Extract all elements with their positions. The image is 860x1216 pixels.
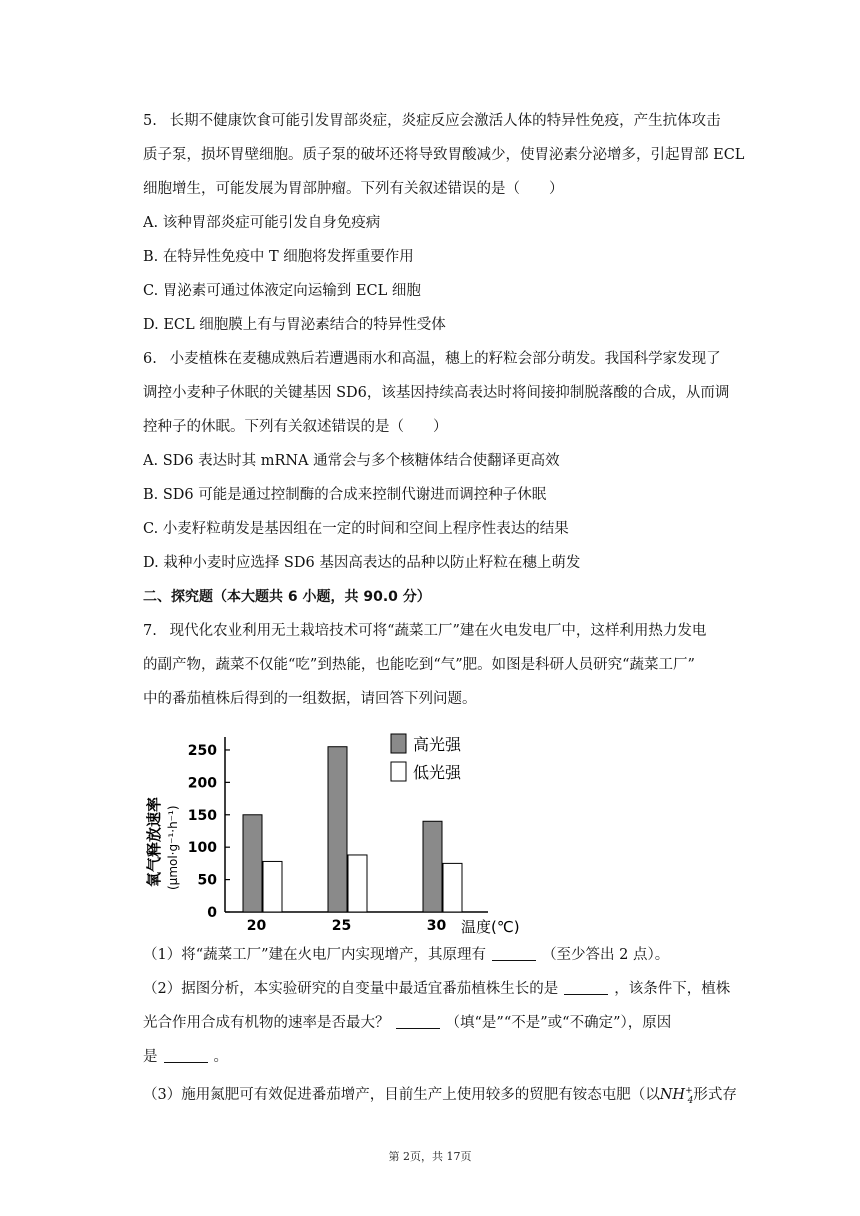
q7-line-1	[143, 621, 753, 641]
bar-低光强-30	[443, 863, 462, 912]
y-tick-label: 150	[187, 807, 217, 824]
q7-sub2-line-3	[143, 1047, 753, 1067]
legend-label-1: 低光强	[413, 763, 462, 782]
q7-sub3-text: （3）施用氮肥可有效促进番茄增产，目前生产上使用较多的贸肥有铵态屯肥（以	[143, 1086, 660, 1103]
answer-blank-1[interactable]	[492, 946, 536, 961]
q7-line-3: 中的番茄植株后得到的一组数据，请回答下列问题。	[143, 691, 477, 707]
q7-text-1: 现代化农业利用无土栽培技术可将“蔬菜工厂”建在火电发电厂中，这样利用热力发电	[169, 623, 707, 639]
y-tick-label: 50	[197, 872, 217, 889]
answer-blank-3[interactable]	[396, 1014, 440, 1029]
y-tick-label: 0	[207, 905, 217, 921]
q6-option-a: A. SD6 表达时其 mRNA 通常会与多个核糖体结合使翻译更高效	[143, 453, 560, 469]
q7-sub2-line-2	[143, 1013, 753, 1033]
q6-option-d: D. 栽种小麦时应选择 SD6 基因高表达的品种以防止籽粒在穗上萌发	[143, 555, 581, 571]
q6-line-1	[143, 349, 753, 369]
q7-number: 7.	[143, 623, 157, 639]
x-tick-label: 25	[331, 918, 352, 934]
q7-sub2-end: 。	[213, 1049, 228, 1065]
q6-option-c: C. 小麦籽粒萌发是基因组在一定的时间和空间上程序性表达的结果	[143, 521, 569, 537]
q7-sub3	[143, 1081, 753, 1111]
q5-option-c: C. 胃泌素可通过体液定向运输到 ECL 细胞	[143, 283, 421, 299]
x-tick-label: 20	[246, 918, 267, 934]
bar-高光强-25	[328, 747, 347, 912]
q5-option-d: D. ECL 细胞膜上有与胃泌素结合的特异性受体	[143, 317, 446, 333]
y-axis-unit: (μmol·g⁻¹·h⁻¹)	[166, 805, 180, 890]
chart-legend	[391, 734, 462, 782]
q7-sub2-text: （2）据图分析，本实验研究的自变量中最适宜番茄植株生长的是	[143, 981, 559, 997]
q7-sub2-line-1	[143, 979, 753, 999]
q7-sub3-tail: 形式存	[693, 1086, 737, 1103]
ammonium-formula	[659, 1086, 694, 1106]
legend-swatch-0	[391, 734, 406, 753]
q7-sub1-text: （1）将“蔬菜工厂”建在火电厂内实现增产，其原理有	[143, 947, 487, 963]
page-footer: 第 2页，共 17页	[388, 1150, 472, 1163]
oxygen-release-bar-chart	[143, 722, 543, 937]
q5-text-1: 长期不健康饮食可能引发胃部炎症，炎症反应会激活人体的特异性免疫，产生抗体攻击	[169, 113, 721, 129]
q5-line-1	[143, 111, 753, 131]
q7-sub2-hint: （填“是”“不是”或“不确定”），原因	[445, 1015, 672, 1031]
legend-label-0: 高光强	[413, 735, 462, 754]
q7-sub2-reason: 是	[143, 1049, 158, 1065]
bar-高光强-20	[243, 815, 262, 912]
bar-低光强-25	[348, 855, 367, 912]
nh4-subscript: 4	[687, 1095, 694, 1106]
answer-blank-2[interactable]	[564, 980, 608, 995]
q7-sub1	[143, 945, 753, 965]
q5-option-a: A. 该种胃部炎症可能引发自身免疫病	[143, 215, 381, 231]
nh4-base: NH	[659, 1086, 686, 1103]
q7-sub2-question: 光合作用合成有机物的速率是否最大？	[143, 1015, 390, 1031]
y-axis-title: 氧气释放速率	[145, 796, 163, 887]
q6-line-2: 调控小麦种子休眠的关键基因 SD6，该基因持续高表达时将间接抑制脱落酸的合成，从而调	[143, 385, 730, 401]
answer-blank-4[interactable]	[164, 1048, 208, 1063]
q6-option-b: B. SD6 可能是通过控制酶的合成来控制代谢进而调控种子休眠	[143, 487, 547, 503]
x-tick-label: 30	[426, 918, 447, 934]
bar-高光强-30	[423, 821, 442, 912]
nh4-charge: +	[685, 1086, 693, 1096]
q7-sub1-tail: （至少答出 2 点）。	[542, 947, 670, 963]
q7-line-2: 的副产物，蔬菜不仅能“吃”到热能，也能吃到“气”肥。如图是科研人员研究“蔬菜工厂”	[143, 657, 695, 673]
q5-number: 5.	[143, 113, 157, 129]
q6-line-3: 控种子的休眠。下列有关叙述错误的是（ ）	[143, 419, 448, 435]
x-axis-title: 温度(℃)	[461, 918, 520, 936]
q5-option-b: B. 在特异性免疫中 T 细胞将发挥重要作用	[143, 249, 414, 265]
bar-低光强-20	[263, 861, 282, 912]
q5-line-3: 细胞增生，可能发展为胃部肿瘤。下列有关叙述错误的是（ ）	[143, 181, 564, 197]
legend-swatch-1	[391, 762, 406, 781]
y-tick-label: 250	[187, 742, 217, 759]
q7-sub2-tail: ，该条件下，植株	[614, 981, 731, 997]
y-tick-label: 100	[187, 840, 217, 857]
q5-line-2: 质子泵，损坏胃壁细胞。质子泵的破坏还将导致胃酸减少，使胃泌素分泌增多，引起胃部 ECL	[143, 147, 745, 163]
q6-number: 6.	[143, 351, 157, 367]
section-heading: 二、探究题（本大题共 6 小题，共 90.0 分）	[143, 589, 431, 605]
q6-text-1: 小麦植株在麦穗成熟后若遭遇雨水和高温，穗上的籽粒会部分萌发。我国科学家发现了	[169, 351, 721, 367]
y-tick-label: 200	[187, 775, 217, 792]
